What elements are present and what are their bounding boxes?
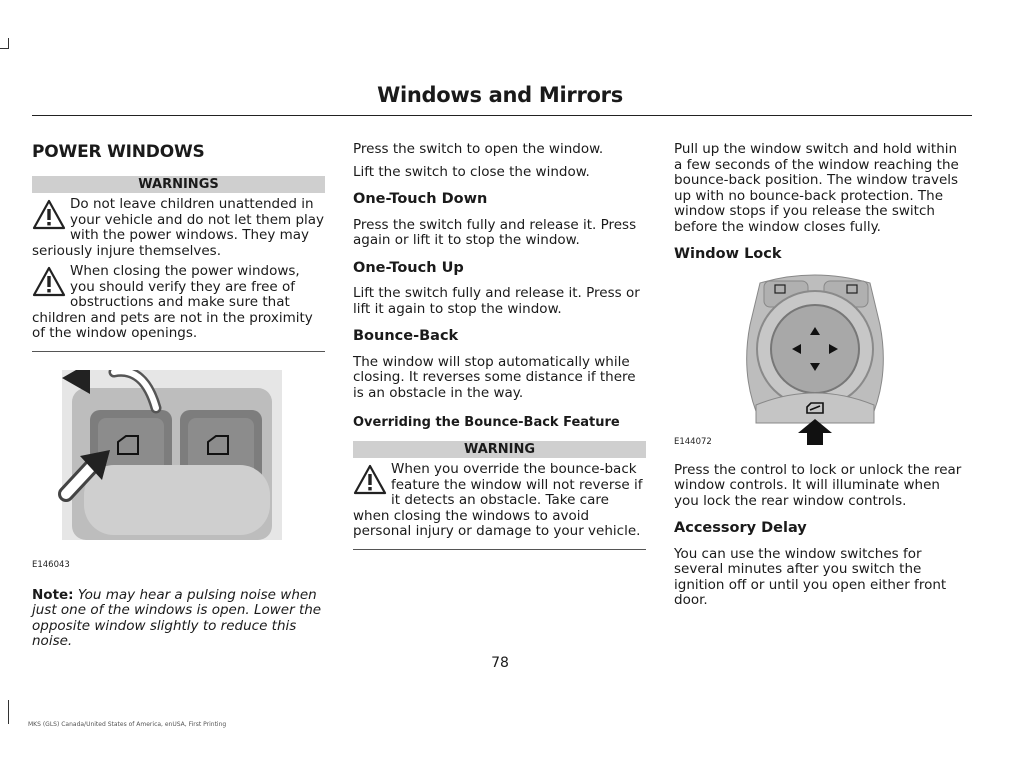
page-number: 78 bbox=[491, 655, 509, 671]
figure-id: E146043 bbox=[32, 560, 70, 570]
window-switches-figure bbox=[32, 370, 325, 574]
mirror-control-illustration bbox=[674, 273, 968, 445]
paragraph: Press the switch fully and release it. Press again or lift it to stop the window. bbox=[353, 216, 637, 248]
heading-accessory-delay: Accessory Delay bbox=[674, 520, 807, 536]
warning-box bbox=[353, 441, 646, 550]
warning-item bbox=[32, 197, 325, 259]
heading-one-touch-down: One-Touch Down bbox=[353, 191, 488, 207]
warning-triangle-icon bbox=[32, 199, 66, 231]
paragraph: Lift the switch to close the window. bbox=[353, 163, 590, 180]
column-1 bbox=[32, 142, 325, 657]
heading-override: Overriding the Bounce-Back Feature bbox=[353, 415, 620, 430]
paragraph: Press the control to lock or unlock the rear window controls. It will illuminate when you lock the rear window controls. bbox=[674, 461, 962, 509]
heading-one-touch-up: One-Touch Up bbox=[353, 259, 464, 276]
print-footer: MKS (GLS) Canada/United States of America, enUSA, First Printing bbox=[28, 721, 227, 728]
warning-triangle-icon bbox=[353, 464, 387, 496]
header-rule bbox=[32, 115, 972, 116]
section-title: POWER WINDOWS bbox=[32, 142, 205, 162]
warnings-box bbox=[32, 176, 325, 352]
paragraph: Lift the switch fully and release it. Press or lift it again to stop the window. bbox=[353, 285, 640, 317]
warning-text: When closing the power windows, you should verify they are free of obstructions and make sure that children and pets are not in the proximity of the window openings. bbox=[32, 263, 313, 341]
paragraph: You can use the window switches for several minutes after you switch the ignition off or until you open either front door. bbox=[674, 545, 947, 608]
note-text: You may hear a pulsing noise when just one of the windows is open. Lower the opposite window slightly to reduce this noise. bbox=[32, 586, 322, 649]
column-2 bbox=[353, 142, 646, 550]
warning-text: Do not leave children unattended in your vehicle and do not let them play with the power windows. They may seriously injure themselves. bbox=[32, 196, 325, 259]
paragraph: Pull up the window switch and hold within a few seconds of the window reaching the bounce-back position. The window travels up with no bounce-back protection. The window stops if you release the switch before the window closes fully. bbox=[674, 141, 959, 235]
warning-item bbox=[353, 462, 646, 540]
paragraph: The window will stop automatically while closing. It reverses some distance if there is an obstacle in the way. bbox=[353, 353, 636, 401]
heading-bounce-back: Bounce-Back bbox=[353, 328, 459, 344]
figure-id: E144072 bbox=[674, 437, 712, 447]
heading-window-lock: Window Lock bbox=[674, 246, 782, 262]
page-header-title: Windows and Mirrors bbox=[377, 83, 623, 107]
window-lock-figure bbox=[674, 273, 968, 451]
warning-triangle-icon bbox=[32, 266, 66, 298]
crop-mark-bottom bbox=[8, 700, 9, 724]
warning-text: When you override the bounce-back feature the window will not reverse if it detects an obstacle. Take care when closing the windows to avoid personal injury or damage to your vehicle. bbox=[353, 461, 643, 539]
note-label: Note: bbox=[32, 586, 74, 603]
crop-mark-top bbox=[8, 38, 9, 49]
warning-label: WARNING bbox=[353, 441, 646, 459]
paragraph: Press the switch to open the window. bbox=[353, 141, 604, 157]
column-3 bbox=[674, 142, 968, 616]
note bbox=[32, 588, 325, 650]
warning-item bbox=[32, 264, 325, 342]
warnings-label: WARNINGS bbox=[32, 176, 325, 194]
window-switches-illustration bbox=[32, 370, 325, 554]
